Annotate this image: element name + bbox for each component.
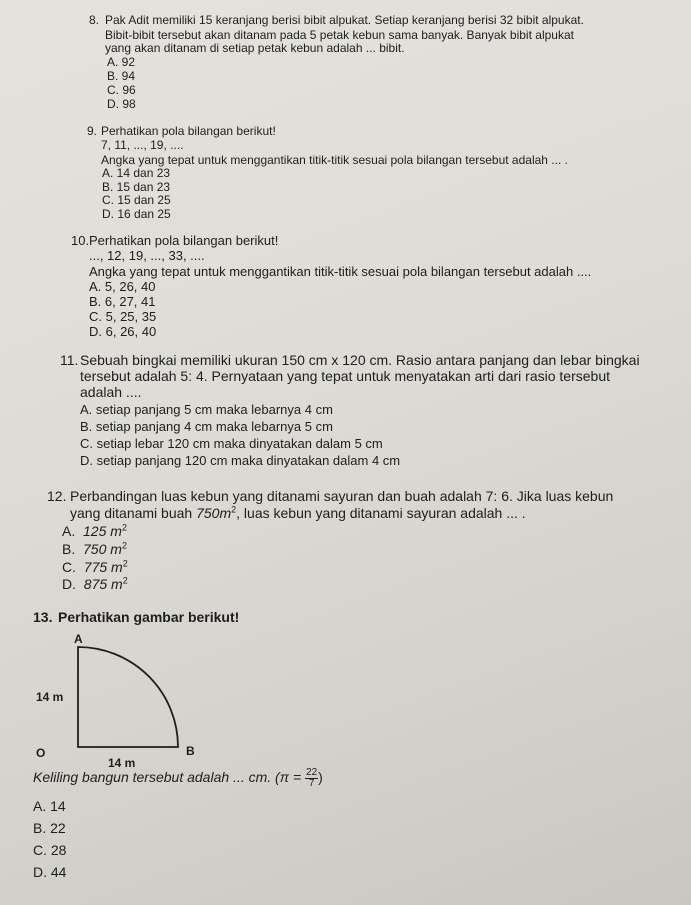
question-text-line: ..., 12, 19, ..., 33, .... xyxy=(89,248,205,263)
option-d[interactable]: D. 16 dan 25 xyxy=(102,207,171,221)
option-b[interactable]: B. setiap panjang 4 cm maka lebarnya 5 cm xyxy=(80,419,333,434)
option-b[interactable]: B. 15 dan 23 xyxy=(102,180,171,194)
option-c[interactable]: C. 96 xyxy=(107,83,136,97)
question-text-line: Perhatikan pola bilangan berikut! xyxy=(101,124,276,138)
option-d[interactable]: D. 98 xyxy=(107,97,136,111)
question-text-line: adalah .... xyxy=(80,384,142,400)
option-c[interactable]: C. 775 $m^2$ xyxy=(62,558,128,575)
question-text-line: 7, 11, ..., 19, .... xyxy=(101,138,184,152)
question-text-line: Perbandingan luas kebun yang ditanami sayuran dan buah adalah 7: 6. Jika luas kebun xyxy=(70,488,614,504)
question-number: 11. xyxy=(60,352,79,368)
question-text-line: Pak Adit memiliki 15 keranjang berisi bibit alpukat. Setiap keranjang berisi 32 bibit alpukat. xyxy=(105,13,584,27)
option-d[interactable]: D. 44 xyxy=(33,864,67,880)
option-d[interactable]: D. setiap panjang 120 cm maka dinyatakan dalam 4 cm xyxy=(80,453,401,468)
question-number: 12. xyxy=(47,488,67,504)
option-b[interactable]: B. 22 xyxy=(33,820,66,836)
option-d[interactable]: D. 6, 26, 40 xyxy=(89,324,157,339)
question-number: 10. xyxy=(71,233,90,248)
question-text-line: Angka yang tepat untuk menggantikan titik-titik sesuai pola bilangan tersebut adalah .... xyxy=(89,264,592,279)
question-text-line: tersebut adalah 5: 4. Pernyataan yang tepat untuk menyatakan arti dari rasio tersebut xyxy=(80,368,610,384)
question-text-line: Sebuah bingkai memiliki ukuran 150 cm x 120 cm. Rasio antara panjang dan lebar bingkai xyxy=(80,352,640,368)
option-a[interactable]: A. setiap panjang 5 cm maka lebarnya 4 cm xyxy=(80,402,333,417)
option-c[interactable]: C. 5, 25, 35 xyxy=(89,309,157,324)
question-text-line: Perhatikan pola bilangan berikut! xyxy=(89,233,279,248)
option-c[interactable]: C. 15 dan 25 xyxy=(102,193,171,207)
option-c[interactable]: C. 28 xyxy=(33,842,67,858)
question-text-line: Angka yang tepat untuk menggantikan titik-titik sesuai pola bilangan tersebut adalah ... . xyxy=(101,153,568,167)
question-text-line: Perhatikan gambar berikut! xyxy=(58,609,240,625)
label-vertical-length: 14 m xyxy=(36,690,64,704)
option-b[interactable]: B. 750 $m^2$ xyxy=(62,540,127,557)
option-a[interactable]: A. 5, 26, 40 xyxy=(89,279,156,294)
label-b: B xyxy=(186,744,195,758)
label-horizontal-length: 14 m xyxy=(108,756,136,767)
question-number: 9. xyxy=(87,124,98,138)
question-number: 13. xyxy=(33,609,53,625)
option-a[interactable]: A. 92 xyxy=(107,55,136,69)
question-text-line: yang akan ditanam di setiap petak kebun adalah ... bibit. xyxy=(105,41,405,55)
option-a[interactable]: A. 14 dan 23 xyxy=(102,166,171,180)
option-b[interactable]: B. 6, 27, 41 xyxy=(89,294,156,309)
option-d[interactable]: D. 875 $m^2$ xyxy=(62,575,128,592)
option-c[interactable]: C. setiap lebar 120 cm maka dinyatakan dalam 5 cm xyxy=(80,436,383,451)
label-o: O xyxy=(36,746,46,760)
question-text-line: Keliling bangun tersebut adalah ... cm. (π = $\frac{22}{7}$ ) xyxy=(33,767,323,789)
option-a[interactable]: A. 125 $m^2$ xyxy=(62,522,127,539)
label-a: A xyxy=(74,632,83,646)
question-text-line: Bibit-bibit tersebut akan ditanam pada 5 petak kebun sama banyak. Banyak bibit alpukat xyxy=(105,28,574,42)
option-b[interactable]: B. 94 xyxy=(107,69,136,83)
option-a[interactable]: A. 14 xyxy=(33,798,66,814)
question-number: 8. xyxy=(89,13,100,27)
quarter-circle-shape xyxy=(78,647,178,747)
pi-fraction: $\frac{22}{7}$ xyxy=(306,767,318,789)
quarter-circle-figure xyxy=(30,627,220,767)
question-text-line: yang ditanami buah $750m^2$, luas kebun yang ditanami sayuran adalah ... . xyxy=(70,504,526,521)
